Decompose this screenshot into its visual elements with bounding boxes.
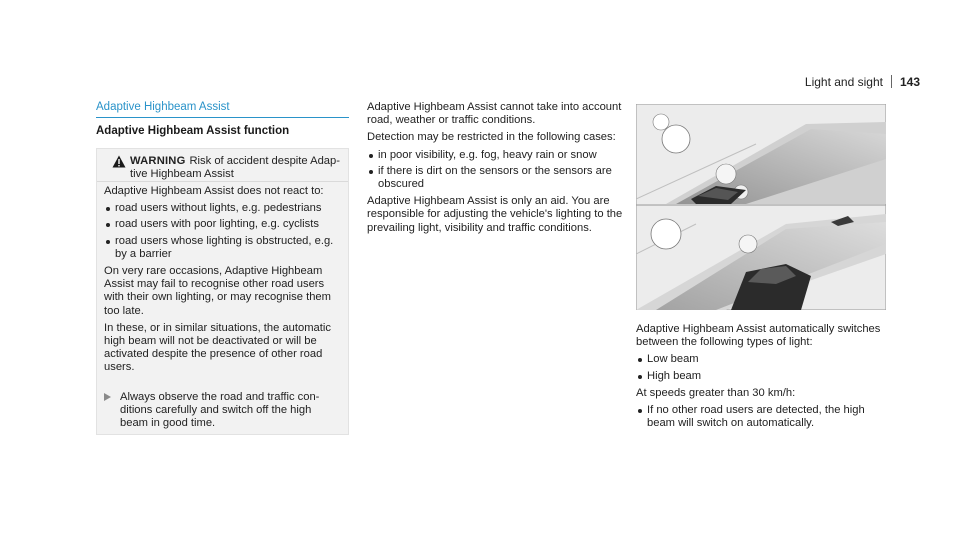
warning-divider (97, 181, 348, 182)
list-item: If no other road users are detected, the high beam will switch on automatically. (636, 404, 888, 430)
col2-list (367, 149, 625, 192)
warning-paragraph-2: In these, or in similar situations, the automatic high beam will not be deactivated or will be activated despite the presence of other road users. (104, 321, 331, 374)
light-types-list (636, 353, 888, 382)
list-item: road users without lights, e.g. pedestrians (104, 202, 342, 215)
section-title: Adaptive Highbeam Assist (96, 101, 230, 113)
page-header (805, 73, 920, 89)
sub-title: Adaptive Highbeam Assist function (96, 125, 290, 137)
list-item: Low beam (636, 353, 888, 366)
warning-summary: Risk of accident despite Adap-tive Highbeam Assist (130, 155, 340, 181)
col3-intro: Adaptive Highbeam Assist automatically switches between the following types of light: (636, 323, 881, 349)
column-2 (367, 101, 625, 239)
warning-list (104, 202, 342, 261)
warning-triangle-icon (112, 155, 126, 168)
col3-speed-text: At speeds greater than 30 km/h: (636, 386, 796, 399)
list-item: High beam (636, 370, 888, 383)
header-section-title: Light and sight (804, 75, 883, 89)
adaptive-highbeam-illustration (636, 104, 886, 310)
list-item: road users whose lighting is obstructed, e.g. by a barrier (104, 235, 342, 261)
bottom-panel (636, 206, 886, 310)
warning-heading-text (130, 155, 340, 181)
column-3 (636, 323, 888, 434)
action-arrow-icon (104, 393, 111, 401)
col2-closing: Adaptive Highbeam Assist is only an aid. You are responsible for adjusting the vehicle's lighting to the prevailing light, visibility and traffic conditions. (367, 195, 623, 234)
warning-body (104, 185, 342, 379)
action-text: Always observe the road and traffic con-ditions carefully and switch off the high beam in good time. (120, 391, 320, 430)
page-number: 143 (899, 75, 920, 89)
col2-detection-intro: Detection may be restricted in the following cases: (367, 131, 616, 144)
section-rule (96, 117, 349, 118)
speed-list (636, 404, 888, 430)
warning-intro: Adaptive Highbeam Assist does not react to: (104, 185, 324, 197)
top-panel (636, 105, 886, 205)
list-item: road users with poor lighting, e.g. cyclists (104, 218, 342, 231)
warning-paragraph-1: On very rare occasions, Adaptive Highbeam Assist may fail to recognise other road users with their own lighting, or may recognise them too late. (104, 265, 331, 317)
warning-label: WARNING (130, 155, 186, 167)
header-separator (891, 75, 892, 88)
col2-intro: Adaptive Highbeam Assist cannot take into account road, weather or traffic conditions. (367, 101, 622, 127)
list-item: if there is dirt on the sensors or the sensors are obscured (367, 165, 625, 191)
list-item: in poor visibility, e.g. fog, heavy rain or snow (367, 149, 625, 162)
